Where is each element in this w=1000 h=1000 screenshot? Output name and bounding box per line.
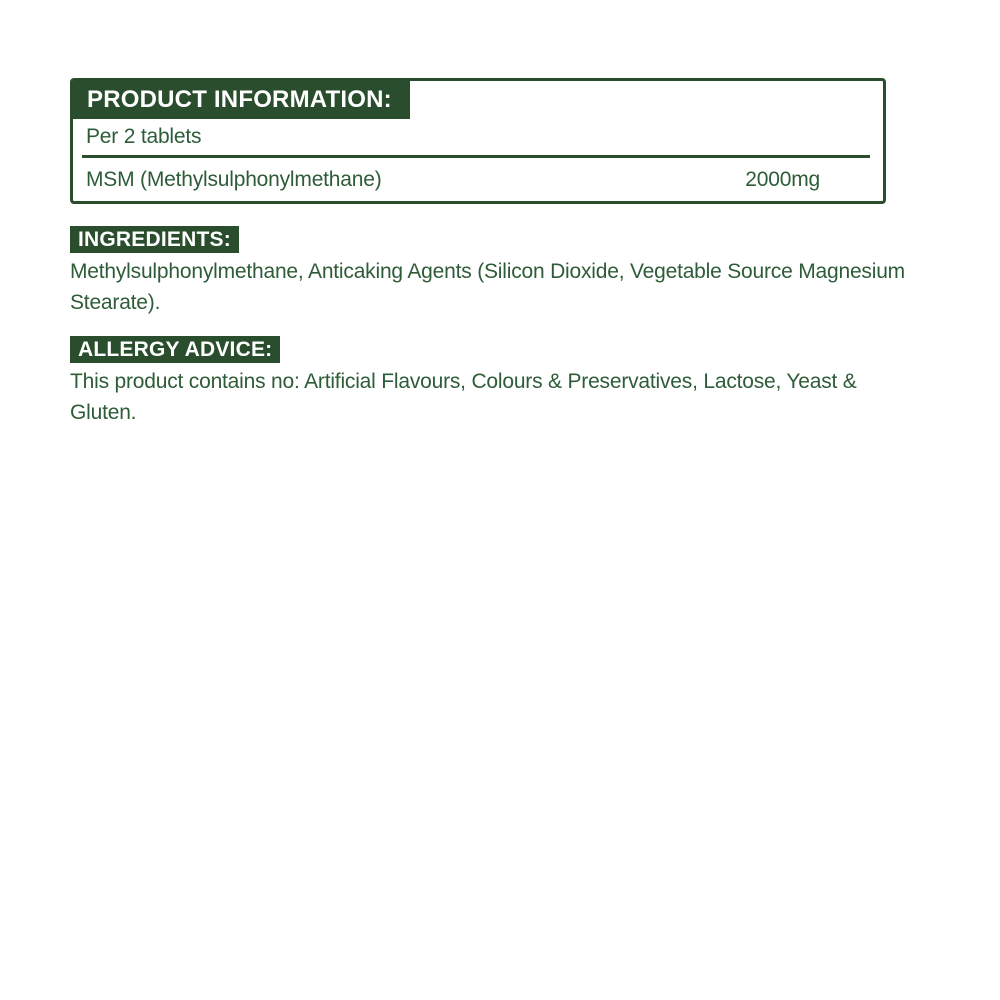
serving-size-label: Per 2 tablets [86, 125, 202, 148]
ingredients-header: INGREDIENTS: [70, 226, 239, 253]
nutrient-row [73, 158, 883, 201]
ingredients-text: Methylsulphonylmethane, Anticaking Agents (Silicon Dioxide, Vegetable Source Magnesium Stearate). [70, 260, 905, 314]
nutrient-name: MSM (Methylsulphonylmethane) [86, 167, 382, 191]
product-info-box [70, 78, 886, 204]
allergy-advice-text: This product contains no: Artificial Flavours, Colours & Preservatives, Lactose, Yeast & Gluten. [70, 370, 857, 424]
allergy-advice-header: ALLERGY ADVICE: [70, 336, 280, 363]
nutrient-amount: 2000mg [745, 167, 820, 191]
product-info-header: PRODUCT INFORMATION: [73, 81, 410, 119]
